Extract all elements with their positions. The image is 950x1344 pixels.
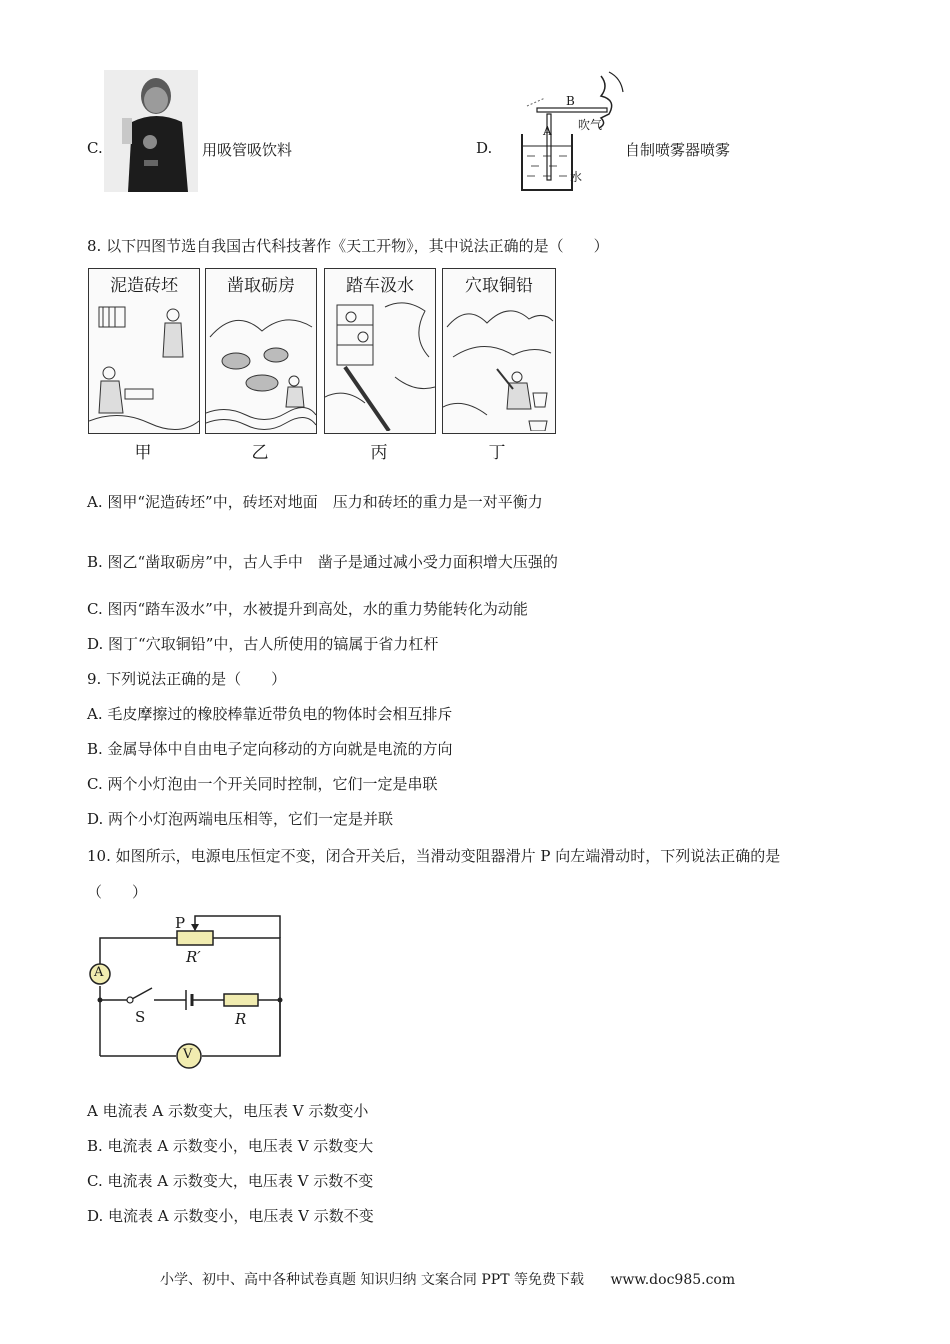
panel-title: 泥造砖坯 xyxy=(110,276,178,296)
q8-option-b: B. 图乙“凿取砺房”中，古人手中 凿子是通过减小受力面积增大压强的 xyxy=(87,553,558,571)
boy-drinking-photo xyxy=(104,70,198,192)
q9-option-d: D. 两个小灯泡两端电压相等，它们一定是并联 xyxy=(87,810,394,828)
q9-stem: 9. 下列说法正确的是（ ） xyxy=(87,670,287,688)
label-ammeter: A xyxy=(94,965,104,980)
panel-jia xyxy=(88,268,200,434)
panel-caption-yi: 乙 xyxy=(251,443,269,463)
q8-option-d: D. 图丁“穴取铜铅”中，古人所使用的镐属于省力杠杆 xyxy=(87,635,439,653)
panel-caption-ding: 丁 xyxy=(488,443,506,463)
label-switch: S xyxy=(135,1008,146,1026)
q10-option-c: C. 电流表 A 示数变大，电压表 V 示数不变 xyxy=(87,1172,374,1190)
q9-option-a: A. 毛皮摩擦过的橡胶棒靠近带负电的物体时会相互排斥 xyxy=(87,705,453,723)
panel-caption-jia: 甲 xyxy=(134,443,152,463)
q8-option-a: A. 图甲“泥造砖坯”中，砖坯对地面 压力和砖坯的重力是一对平衡力 xyxy=(87,493,543,511)
panel-title: 穴取铜铅 xyxy=(465,276,533,296)
q10-option-b: B. 电流表 A 示数变小，电压表 V 示数变大 xyxy=(87,1137,374,1155)
label-a: A xyxy=(543,124,552,138)
q7-option-d-text: 自制喷雾器喷雾 xyxy=(625,141,731,159)
q10-option-d: D. 电流表 A 示数变小，电压表 V 示数不变 xyxy=(87,1207,374,1225)
q10-stem-paren: （ ） xyxy=(87,883,148,901)
footer xyxy=(160,1269,735,1289)
label-resistor: R xyxy=(235,1010,247,1028)
label-voltmeter: V xyxy=(183,1047,193,1062)
sprayer-diagram xyxy=(497,68,627,194)
q9-option-c: C. 两个小灯泡由一个开关同时控制，它们一定是串联 xyxy=(87,775,438,793)
panel-bing xyxy=(324,268,436,434)
label-water: 水 xyxy=(570,170,583,184)
q7-option-d-letter: D. xyxy=(476,139,493,157)
q8-stem: 8. 以下四图节选自我国古代科技著作《天工开物》，其中说法正确的是（ ） xyxy=(87,237,609,255)
footer-url[interactable]: www.doc985.com xyxy=(610,1272,736,1288)
q7-option-c-text: 用吸管吸饮料 xyxy=(202,141,293,159)
panel-yi xyxy=(205,268,317,434)
panel-caption-bing: 丙 xyxy=(370,443,388,463)
footer-text: 小学、初中、高中各种试卷真题 知识归纳 文案合同 PPT 等免费下载 xyxy=(160,1272,584,1288)
q7-option-c-letter: C. xyxy=(87,139,103,157)
panel-title: 凿取砺房 xyxy=(227,276,295,296)
circuit-diagram xyxy=(82,908,292,1072)
q10-stem: 10. 如图所示，电源电压恒定不变，闭合开关后，当滑动变阻器滑片 P 向左端滑动时，下列说法正确的是 xyxy=(87,847,781,865)
q10-option-a: A 电流表 A 示数变大，电压表 V 示数变小 xyxy=(87,1102,369,1120)
q8-option-c: C. 图丙“踏车汲水”中，水被提升到高处，水的重力势能转化为动能 xyxy=(87,600,528,618)
q9-option-b: B. 金属导体中自由电子定向移动的方向就是电流的方向 xyxy=(87,740,453,758)
label-blow: 吹气 xyxy=(578,118,603,132)
label-b: B xyxy=(566,94,575,108)
panel-ding xyxy=(442,268,556,434)
label-r-prime: R′ xyxy=(186,948,201,966)
label-p: P xyxy=(175,914,186,932)
panel-title: 踏车汲水 xyxy=(346,276,414,296)
